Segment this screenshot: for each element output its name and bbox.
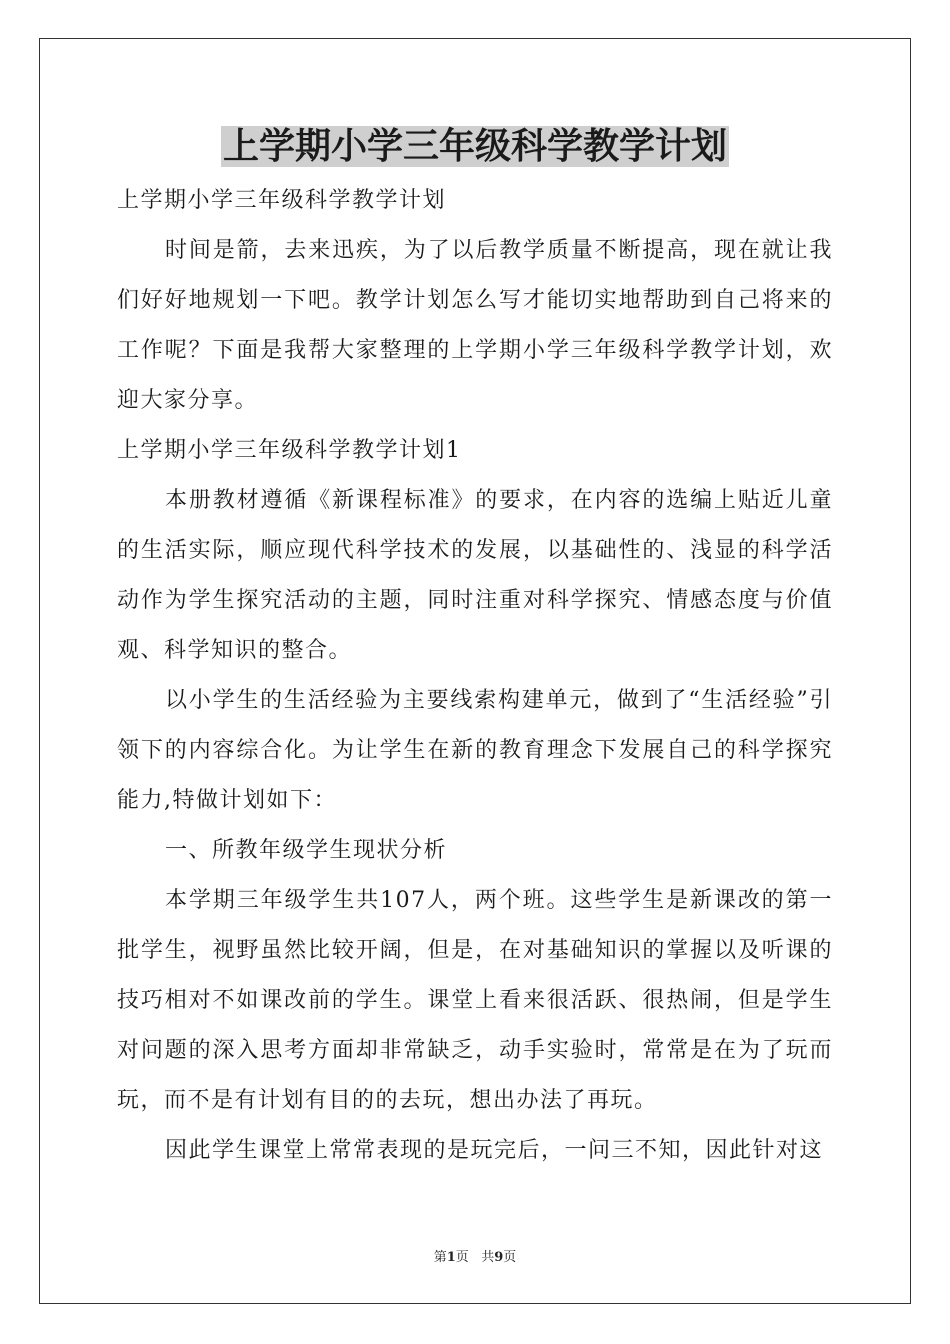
total-prefix: 共 bbox=[481, 1250, 495, 1265]
subsection-heading: 一、所教年级学生现状分析 bbox=[165, 838, 448, 863]
document-title bbox=[0, 120, 950, 174]
total-pages: 9 bbox=[494, 1250, 504, 1265]
page-suffix: 页 bbox=[455, 1250, 469, 1265]
body-paragraph: 以小学生的生活经验为主要线索构建单元，做到了“生活经验”引领下的内容综合化。为让学生在新的教育理念下发展自己的科学探究能力,特做计划如下： bbox=[117, 688, 833, 813]
section-heading: 上学期小学三年级科学教学计划1 bbox=[117, 438, 462, 463]
document-body bbox=[117, 176, 833, 1176]
page-number: 1 bbox=[446, 1250, 456, 1265]
intro-paragraph: 时间是箭，去来迅疾，为了以后教学质量不断提高，现在就让我们好好地规划一下吧。教学计划怎么写才能切实地帮助到自己将来的工作呢？下面是我帮大家整理的上学期小学三年级科学教学计划，欢迎大家分享。 bbox=[117, 238, 833, 413]
body-paragraph: 本册教材遵循《新课程标准》的要求，在内容的选编上贴近儿童的生活实际，顺应现代科学技术的发展，以基础性的、浅显的科学活动作为学生探究活动的主题，同时注重对科学探究、情感态度与价值观、科学知识的整合。 bbox=[117, 488, 833, 663]
body-paragraph: 本学期三年级学生共107人，两个班。这些学生是新课改的第一批学生，视野虽然比较开阔，但是，在对基础知识的掌握以及听课的技巧相对不如课改前的学生。课堂上看来很活跃、很热闹，但是学生对问题的深入思考方面却非常缺乏，动手实验时，常常是在为了玩而玩，而不是有计划有目的的去玩，想出办法了再玩。 bbox=[117, 888, 833, 1113]
total-suffix: 页 bbox=[503, 1250, 517, 1265]
page-footer bbox=[0, 1246, 950, 1265]
document-title-text: 上学期小学三年级科学教学计划 bbox=[222, 126, 727, 167]
page-prefix: 第 bbox=[433, 1250, 447, 1265]
subtitle-paragraph: 上学期小学三年级科学教学计划 bbox=[117, 188, 447, 213]
body-paragraph: 因此学生课堂上常常表现的是玩完后，一问三不知，因此针对这 bbox=[165, 1138, 824, 1163]
